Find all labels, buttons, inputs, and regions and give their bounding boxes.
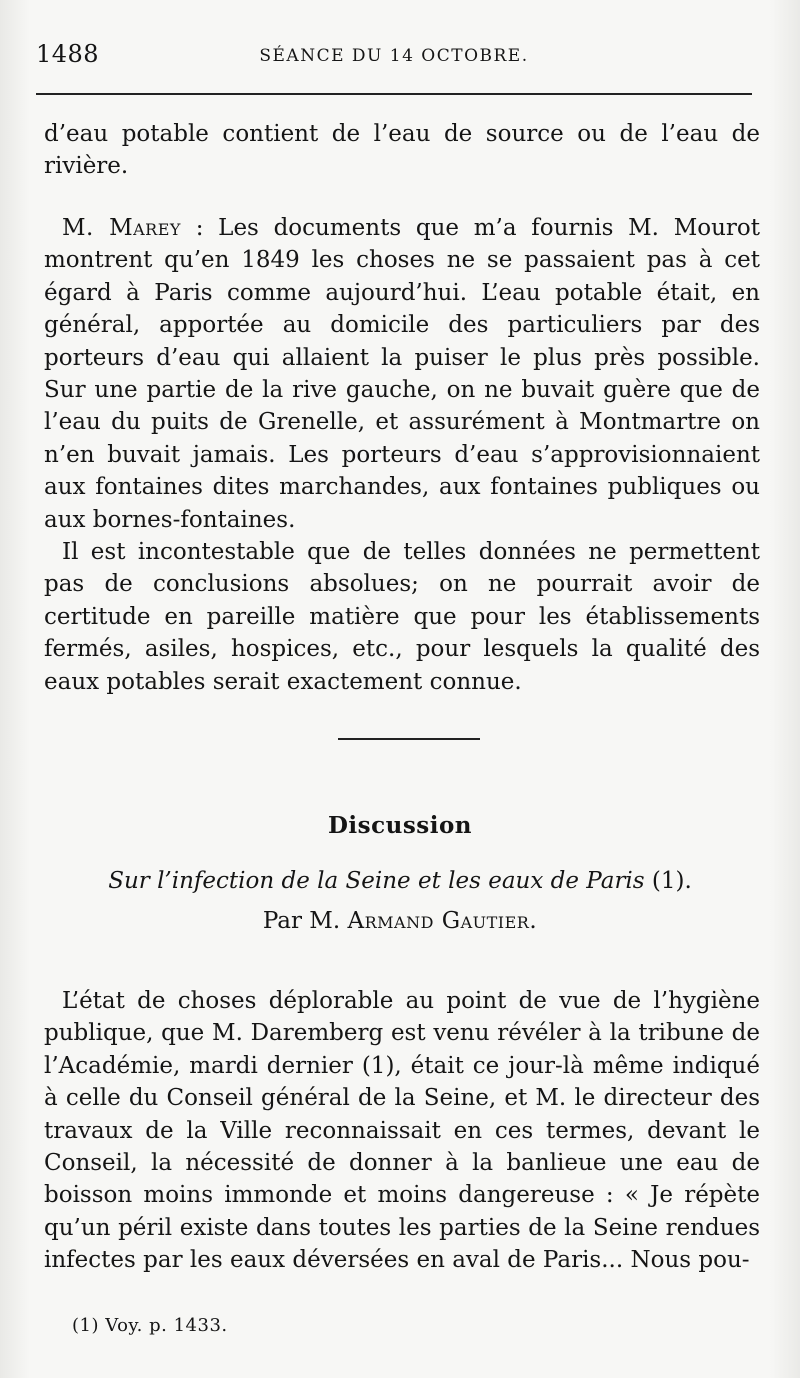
paragraph-gautier [44,985,760,1277]
page-header [36,38,752,78]
article-title [0,868,800,894]
author-name: Armand Gautier. [347,908,538,934]
running-head: SÉANCE DU 14 OCTOBRE. [259,46,529,66]
paragraph-text: d’eau potable contient de l’eau de source ou de l’eau de rivière. [44,121,760,180]
paragraph-text: L’état de choses déplorable au point de vue de l’hygiène publique, que M. Daremberg est venu révéler à la tribune de l’Académie, mardi dernier (1), était ce jour-là même indiqué à celle du Conseil général de la Seine, et M. le directeur des travaux de la Ville reconnaissait en ces termes, devant le Conseil, la nécessité de donner à la banlieue une eau de boisson moins immonde et moins dangereuse : « Je répète qu’un péril existe dans toutes les parties de la Seine rendues infectes par les eaux déversées en aval de Paris... Nous pou- [44,988,760,1274]
speaker-text: : Les documents que m’a fournis M. Mourot montrent qu’en 1849 les choses ne se passaient pas à cet égard à Paris comme aujourd’hui. L’eau potable était, en général, apportée au domicile des particuliers par des porteurs d’eau qui allaient la puiser le plus près possible. Sur une partie de la rive gauche, on ne buvait guère que de l’eau du puits de Grenelle, et assurément à Montmartre on n’en buvait jamais. Les porteurs d’eau s’approvisionnaient aux fontaines dites marchandes, aux fontaines publiques ou aux bornes-fontaines. [44,215,760,533]
section-heading: Discussion [327,812,473,839]
paragraph-text [44,212,760,536]
author-prefix: Par M. [262,908,348,934]
header-rule [36,93,752,95]
footnote: (1) Voy. p. 1433. [72,1315,228,1336]
speaker-name: M. Marey [62,215,181,241]
article-title-text: Sur l’infection de la Seine et les eaux de Paris [108,868,645,894]
author-line [0,908,800,934]
paragraph-text: Il est incontestable que de telles données ne permettent pas de conclusions absolues; on ne pourrait avoir de certitude en pareille matière que pour les établissements fermés, asiles, hospices, etc., pour lesquels la qualité des eaux potables serait exactement connue. [44,539,760,695]
page-number: 1488 [36,40,100,68]
paragraph-marey [44,212,760,536]
section-divider [338,738,480,740]
paragraph-incontestable [44,536,760,698]
paragraph-continuation [44,118,760,183]
footnote-reference: (1). [644,868,692,894]
